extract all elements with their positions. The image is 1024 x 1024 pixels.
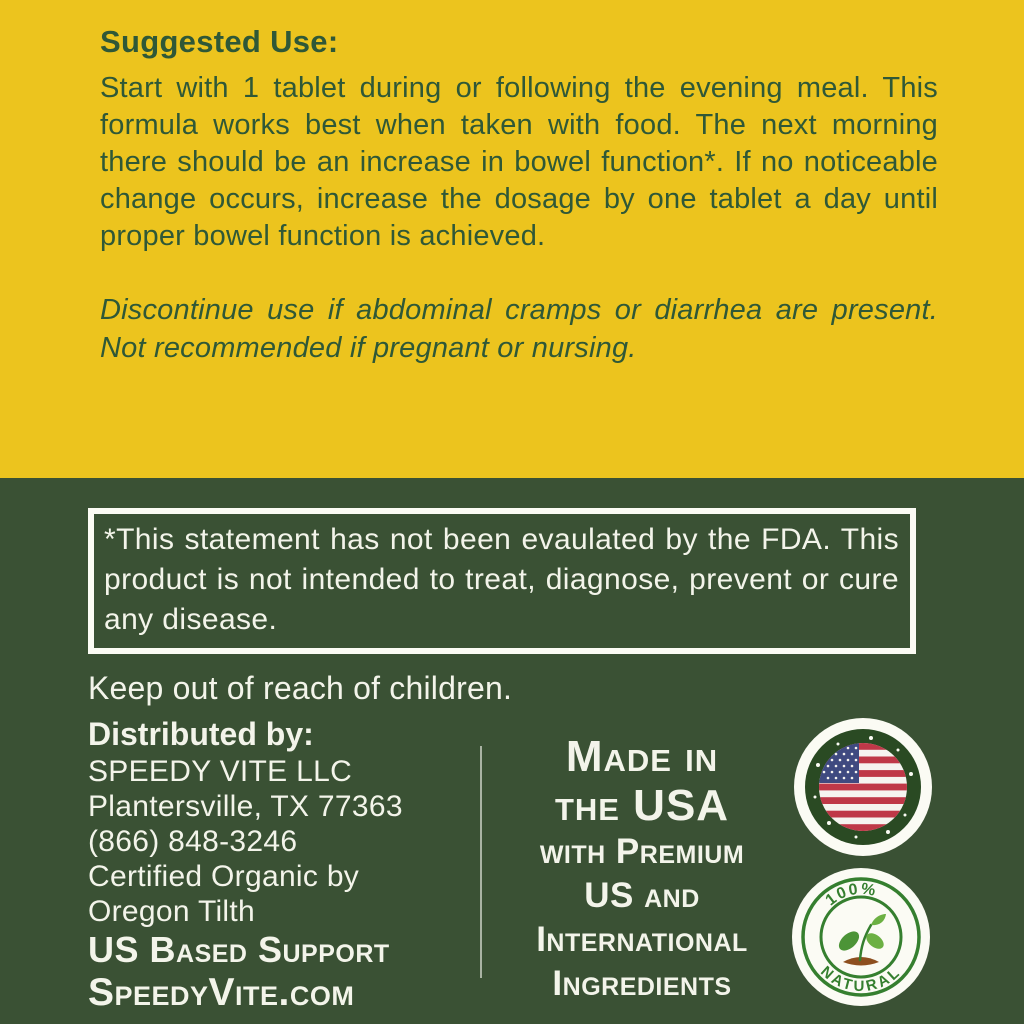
fda-disclaimer-text: *This statement has not been evaulated by the FDA. This product is not intended to treat, diagnose, prevent or cure any disease. <box>104 523 899 636</box>
distributor-phone: (866) 848-3246 <box>88 825 298 858</box>
made-in-line: Made in <box>565 732 719 781</box>
natural-badge-top-text: 100% <box>822 880 879 910</box>
us-based-support-text: US Based Support <box>88 929 390 970</box>
distributor-label: Distributed by: <box>88 716 314 752</box>
vertical-divider <box>480 746 482 978</box>
usa-flag-icon <box>793 717 933 857</box>
certified-organic-org: Oregon Tilth <box>88 895 256 928</box>
suggested-use-section <box>0 0 1024 478</box>
info-section <box>0 478 1024 1024</box>
distributor-company: SPEEDY VITE LLC <box>88 755 353 788</box>
made-in-usa-block <box>494 732 790 1006</box>
suggested-use-instructions: Start with 1 tablet during or following the evening meal. This formula works best when taken with food. The next morning there should be an increase in bowel function*. If no noticeable change occurs, increase the dosage by one tablet a day until proper bowel function is achieved. <box>100 72 938 252</box>
natural-badge-bottom-text: NATURAL <box>817 962 905 996</box>
made-in-line: the USA <box>554 781 730 830</box>
keep-away-text: Keep out of reach of children. <box>88 670 513 706</box>
suggested-use-heading: Suggested Use: <box>100 24 339 59</box>
usa-flag-badge <box>793 717 933 857</box>
made-in-line: International <box>536 920 748 959</box>
made-in-line: US and <box>584 876 700 915</box>
certified-organic-line: Certified Organic by <box>88 860 360 893</box>
made-in-line: with Premium <box>539 832 745 871</box>
fda-disclaimer-box <box>88 508 916 654</box>
made-in-line: Ingredients <box>552 964 732 1003</box>
website-text: SpeedyVite.com <box>88 971 355 1014</box>
distributor-address: Plantersville, TX 77363 <box>88 790 403 823</box>
distributor-block <box>88 714 488 1015</box>
natural-badge-icon <box>791 867 931 1007</box>
natural-badge <box>791 867 931 1007</box>
caution-text: Discontinue use if abdominal cramps or diarrhea are present. Not recommended if pregnant or nursing. <box>100 294 938 364</box>
